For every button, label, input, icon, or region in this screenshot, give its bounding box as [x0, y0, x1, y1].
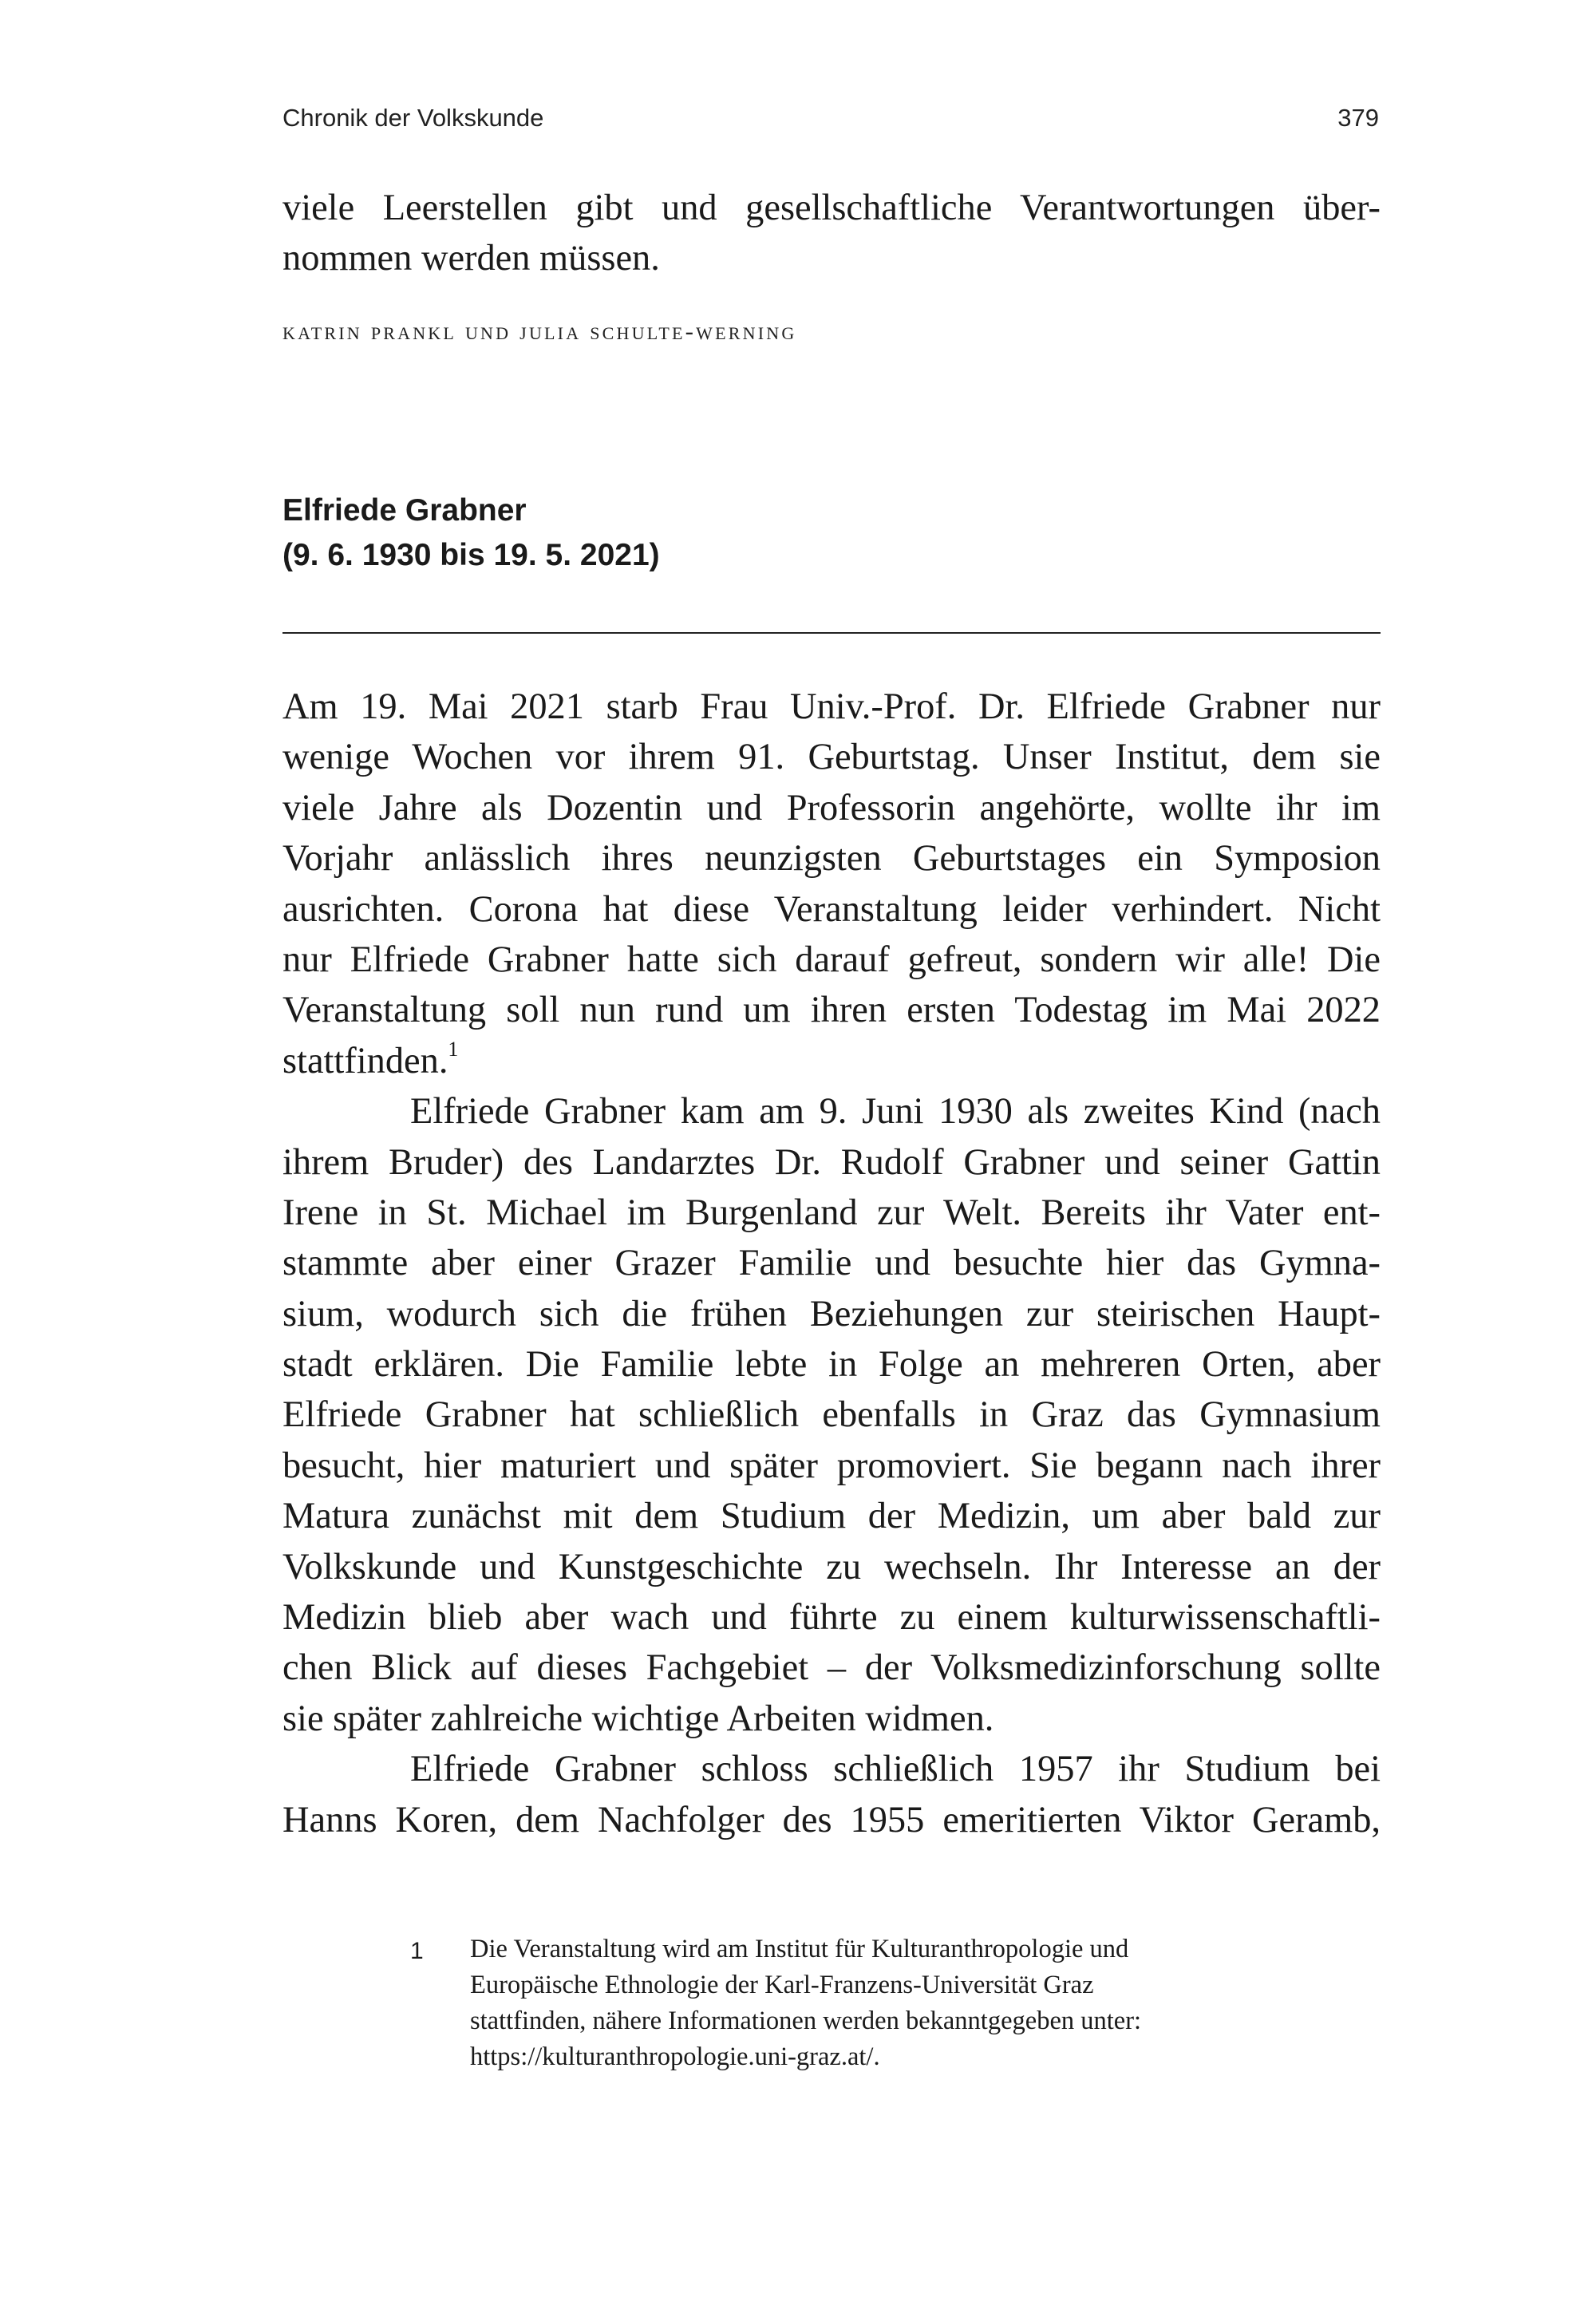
footnote-line: Die Veranstaltung wird am Institut für Kulturanthropologie und [470, 1935, 1129, 1963]
text-line: Vorjahr anlässlich ihres neunzigsten Geburtstages ein Symposion [282, 838, 1381, 880]
text-line-content: stattfinden. [282, 1040, 448, 1081]
text-line: viele Jahre als Dozentin und Professorin angehörte, wollte ihr im [282, 787, 1381, 828]
text-line [282, 1036, 1381, 1086]
continued-paragraph [282, 183, 1381, 284]
paragraph-2 [282, 1086, 1381, 1744]
text-line: nommen werden müssen. [282, 238, 660, 279]
obituary-heading [282, 488, 660, 578]
text-line: Volkskunde und Kunstgeschichte zu wechseln. Ihr Interesse an der [282, 1546, 1381, 1587]
footnote-reference[interactable]: 1 [448, 1037, 459, 1061]
text-line: wenige Wochen vor ihrem 91. Geburtstag. Unser Institut, dem sie [282, 737, 1381, 778]
text-line: sie später zahlreiche wichtige Arbeiten widmen. [282, 1698, 994, 1739]
text-line: Elfriede Grabner kam am 9. Juni 1930 als zweites Kind (nach [410, 1091, 1381, 1133]
footnote-line: stattfinden, nähere Informationen werden bekanntgegeben unter: [470, 2007, 1142, 2035]
text-line: Irene in St. Michael im Burgenland zur Welt. Bereits ihr Vater ent- [282, 1192, 1381, 1233]
text-line: Elfriede Grabner hat schließlich ebenfalls in Graz das Gymnasium [282, 1394, 1381, 1436]
obituary-body [282, 682, 1381, 1845]
text-line: viele Leerstellen gibt und gesellschaftliche Verantwortungen über- [282, 188, 1381, 228]
footnote-text [470, 1931, 1252, 2075]
text-line: nur Elfriede Grabner hatte sich darauf gefreut, sondern wir alle! Die [282, 939, 1381, 980]
text-line: Hanns Koren, dem Nachfolger des 1955 emeritierten Viktor Geramb, [282, 1799, 1381, 1840]
page-number: 379 [1337, 104, 1379, 132]
text-line: Elfriede Grabner schloss schließlich 1957 ihr Studium bei [410, 1749, 1381, 1790]
text-line: ihrem Bruder) des Landarztes Dr. Rudolf Grabner und seiner Gattin [282, 1141, 1381, 1183]
paragraph-1 [282, 682, 1381, 1086]
footnote-line: Europäische Ethnologie der Karl-Franzens-Universität Graz [470, 1971, 1094, 1999]
book-page [282, 0, 1381, 2309]
footnote-number: 1 [410, 1938, 424, 1964]
text-line: Am 19. Mai 2021 starb Frau Univ.-Prof. Dr. Elfriede Grabner nur [282, 686, 1381, 727]
obituary-dates: (9. 6. 1930 bis 19. 5. 2021) [282, 538, 660, 572]
text-line: Medizin blieb aber wach und führte zu einem kulturwissenschaftli- [282, 1597, 1381, 1639]
text-line: ausrichten. Corona hat diese Veranstaltung leider verhindert. Nicht [282, 888, 1381, 930]
text-line: Matura zunächst mit dem Studium der Medizin, um aber bald zur [282, 1496, 1381, 1537]
text-line: Veranstaltung soll nun rund um ihren ersten Todestag im Mai 2022 [282, 990, 1381, 1031]
text-line: stadt erklären. Die Familie lebte in Folge an mehreren Orten, aber [282, 1344, 1381, 1386]
text-line: sium, wodurch sich die frühen Beziehungen zur steirischen Haupt- [282, 1293, 1381, 1334]
text-line: chen Blick auf dieses Fachgebiet – der Volksmedizinforschung sollte [282, 1647, 1381, 1689]
running-head-title: Chronik der Volkskunde [282, 104, 544, 132]
footnote-url[interactable]: https://kulturanthropologie.uni-graz.at/. [470, 2042, 880, 2071]
heading-rule [282, 632, 1381, 634]
obituary-name: Elfriede Grabner [282, 493, 527, 528]
paragraph-3 [282, 1744, 1381, 1845]
text-line: besucht, hier maturiert und später promoviert. Sie begann nach ihrer [282, 1445, 1381, 1486]
author-signature: katrin prankl und julia schulte-werning [282, 317, 797, 345]
text-line: stammte aber einer Grazer Familie und besuchte hier das Gymna- [282, 1243, 1381, 1284]
